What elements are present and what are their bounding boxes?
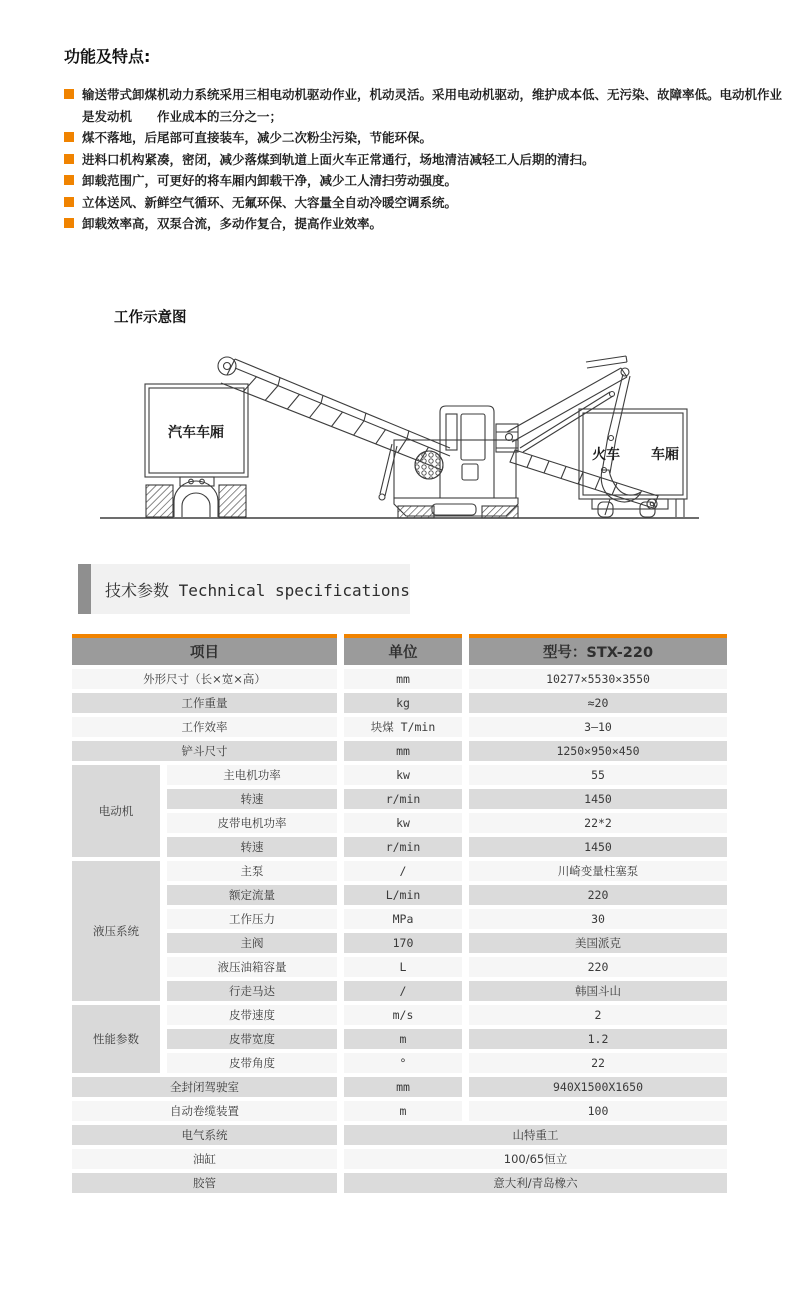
feature-item: 煤不落地，后尾部可直接装车，减少二次粉尘污染，节能环保。 xyxy=(64,127,782,149)
spec-table xyxy=(65,630,734,1197)
truck-box xyxy=(145,384,248,517)
spec-label-cell: 工作重量 xyxy=(72,693,337,713)
spec-unit-cell: r/min xyxy=(344,789,462,809)
spec-row xyxy=(72,1029,727,1049)
machine-body xyxy=(394,406,518,518)
spec-label-cell: 外形尺寸（长×宽×高） xyxy=(72,669,337,689)
col-header-item: 项目 xyxy=(72,634,337,665)
discharge-conveyor xyxy=(510,450,658,509)
spec-label-cell: 转速 xyxy=(167,789,337,809)
spec-label-cell: 自动卷缆装置 xyxy=(72,1101,337,1121)
spec-label-cell: 皮带速度 xyxy=(167,1005,337,1025)
spec-unit-cell: mm xyxy=(344,669,462,689)
spec-label-cell: 皮带宽度 xyxy=(167,1029,337,1049)
feature-item: 卸载效率高，双泵合流，多动作复合，提高作业效率。 xyxy=(64,213,782,235)
spec-label-cell: 皮带电机功率 xyxy=(167,813,337,833)
spec-value-cell: 220 xyxy=(469,957,727,977)
spec-section-title: 技术参数 Technical specifications xyxy=(105,580,410,600)
spec-label-cell: 皮带角度 xyxy=(167,1053,337,1073)
spec-row xyxy=(72,957,727,977)
spec-unit-cell: L/min xyxy=(344,885,462,905)
spec-merged-value-cell: 意大利/青岛橡六 xyxy=(344,1173,727,1193)
spec-value-cell: 10277×5530×3550 xyxy=(469,669,727,689)
spec-unit-cell: mm xyxy=(344,1077,462,1097)
truck-label: 汽车车厢 xyxy=(168,425,224,441)
spec-row xyxy=(72,1173,727,1193)
spec-unit-cell: ° xyxy=(344,1053,462,1073)
diagram-title: 工作示意图 xyxy=(114,310,187,326)
spec-row xyxy=(72,1101,727,1121)
spec-value-cell: 1450 xyxy=(469,789,727,809)
main-conveyor xyxy=(218,357,450,500)
spec-label-cell: 液压油箱容量 xyxy=(167,957,337,977)
spec-unit-cell: m/s xyxy=(344,1005,462,1025)
spec-value-cell: 川崎变量柱塞泵 xyxy=(469,861,727,881)
col-header-model: 型号：STX-220 xyxy=(469,634,727,665)
spec-value-cell: 100 xyxy=(469,1101,727,1121)
spec-label-cell: 主泵 xyxy=(167,861,337,881)
excavator-arm xyxy=(506,356,642,515)
train-label-left: 火车 xyxy=(592,447,620,463)
spec-group-cell: 性能参数 xyxy=(72,1005,160,1073)
spec-row xyxy=(72,837,727,857)
spec-label-cell: 主电机功率 xyxy=(167,765,337,785)
spec-unit-cell: mm xyxy=(344,741,462,761)
spec-label-cell: 全封闭驾驶室 xyxy=(72,1077,337,1097)
spec-merged-value-cell: 山特重工 xyxy=(344,1125,727,1145)
spec-merged-value-cell: 100/65恒立 xyxy=(344,1149,727,1169)
spec-value-cell: 1250×950×450 xyxy=(469,741,727,761)
spec-row xyxy=(72,933,727,953)
feature-item: 输送带式卸煤机动力系统采用三相电动机驱动作业，机动灵活。采用电动机驱动，维护成本低、无污染、故障率低。电动机作业是发动机 作业成本的三分之一； xyxy=(64,84,782,127)
spec-unit-cell: r/min xyxy=(344,837,462,857)
feature-item: 进料口机构紧凑，密闭，减少落煤到轨道上面火车正常通行，场地清洁减轻工人后期的清扫。 xyxy=(64,149,782,171)
spec-unit-cell: kw xyxy=(344,813,462,833)
spec-section-banner xyxy=(78,564,410,614)
spec-value-cell: 美国派克 xyxy=(469,933,727,953)
spec-row xyxy=(72,885,727,905)
spec-header-row xyxy=(72,634,727,665)
features-title: 功能及特点: xyxy=(64,47,151,66)
spec-row xyxy=(72,981,727,1001)
spec-row xyxy=(72,741,727,761)
spec-unit-cell: L xyxy=(344,957,462,977)
spec-value-cell: 22*2 xyxy=(469,813,727,833)
banner-accent-bar xyxy=(78,564,91,614)
spec-row xyxy=(72,1053,727,1073)
spec-unit-cell: 170 xyxy=(344,933,462,953)
spec-label-cell: 铲斗尺寸 xyxy=(72,741,337,761)
spec-row xyxy=(72,765,727,785)
spec-value-cell: 3—10 xyxy=(469,717,727,737)
spec-label-cell: 转速 xyxy=(167,837,337,857)
spec-value-cell: 220 xyxy=(469,885,727,905)
working-diagram xyxy=(92,344,707,529)
spec-row xyxy=(72,1077,727,1097)
spec-unit-cell: / xyxy=(344,981,462,1001)
spec-row xyxy=(72,1125,727,1145)
spec-group-cell: 液压系统 xyxy=(72,861,160,1001)
spec-label-cell: 额定流量 xyxy=(167,885,337,905)
spec-row xyxy=(72,909,727,929)
spec-unit-cell: kw xyxy=(344,765,462,785)
spec-row xyxy=(72,717,727,737)
spec-row xyxy=(72,813,727,833)
spec-value-cell: 30 xyxy=(469,909,727,929)
spec-group-cell: 电动机 xyxy=(72,765,160,857)
spec-label-cell: 工作效率 xyxy=(72,717,337,737)
spec-unit-cell: m xyxy=(344,1101,462,1121)
spec-label-cell: 油缸 xyxy=(72,1149,337,1169)
spec-row xyxy=(72,1005,727,1025)
spec-unit-cell: / xyxy=(344,861,462,881)
features-list xyxy=(64,84,782,235)
spec-unit-cell: kg xyxy=(344,693,462,713)
spec-row xyxy=(72,669,727,689)
spec-value-cell: 1450 xyxy=(469,837,727,857)
col-header-unit: 单位 xyxy=(344,634,462,665)
spec-label-cell: 行走马达 xyxy=(167,981,337,1001)
spec-value-cell: 22 xyxy=(469,1053,727,1073)
spec-value-cell: 韩国斗山 xyxy=(469,981,727,1001)
spec-unit-cell: 块煤 T/min xyxy=(344,717,462,737)
spec-label-cell: 胶管 xyxy=(72,1173,337,1193)
feature-item: 卸载范围广，可更好的将车厢内卸载干净，减少工人清扫劳动强度。 xyxy=(64,170,782,192)
feature-item: 立体送风、新鲜空气循环、无氟环保、大容量全自动冷暖空调系统。 xyxy=(64,192,782,214)
spec-value-cell: 55 xyxy=(469,765,727,785)
spec-row xyxy=(72,1149,727,1169)
spec-label-cell: 电气系统 xyxy=(72,1125,337,1145)
spec-label-cell: 主阀 xyxy=(167,933,337,953)
train-label-right: 车厢 xyxy=(651,447,679,463)
spec-row xyxy=(72,693,727,713)
spec-unit-cell: m xyxy=(344,1029,462,1049)
spec-value-cell: 940X1500X1650 xyxy=(469,1077,727,1097)
spec-value-cell: 1.2 xyxy=(469,1029,727,1049)
spec-value-cell: ≈20 xyxy=(469,693,727,713)
spec-value-cell: 2 xyxy=(469,1005,727,1025)
spec-unit-cell: MPa xyxy=(344,909,462,929)
spec-row xyxy=(72,861,727,881)
spec-row xyxy=(72,789,727,809)
spec-label-cell: 工作压力 xyxy=(167,909,337,929)
train-box xyxy=(579,409,687,517)
